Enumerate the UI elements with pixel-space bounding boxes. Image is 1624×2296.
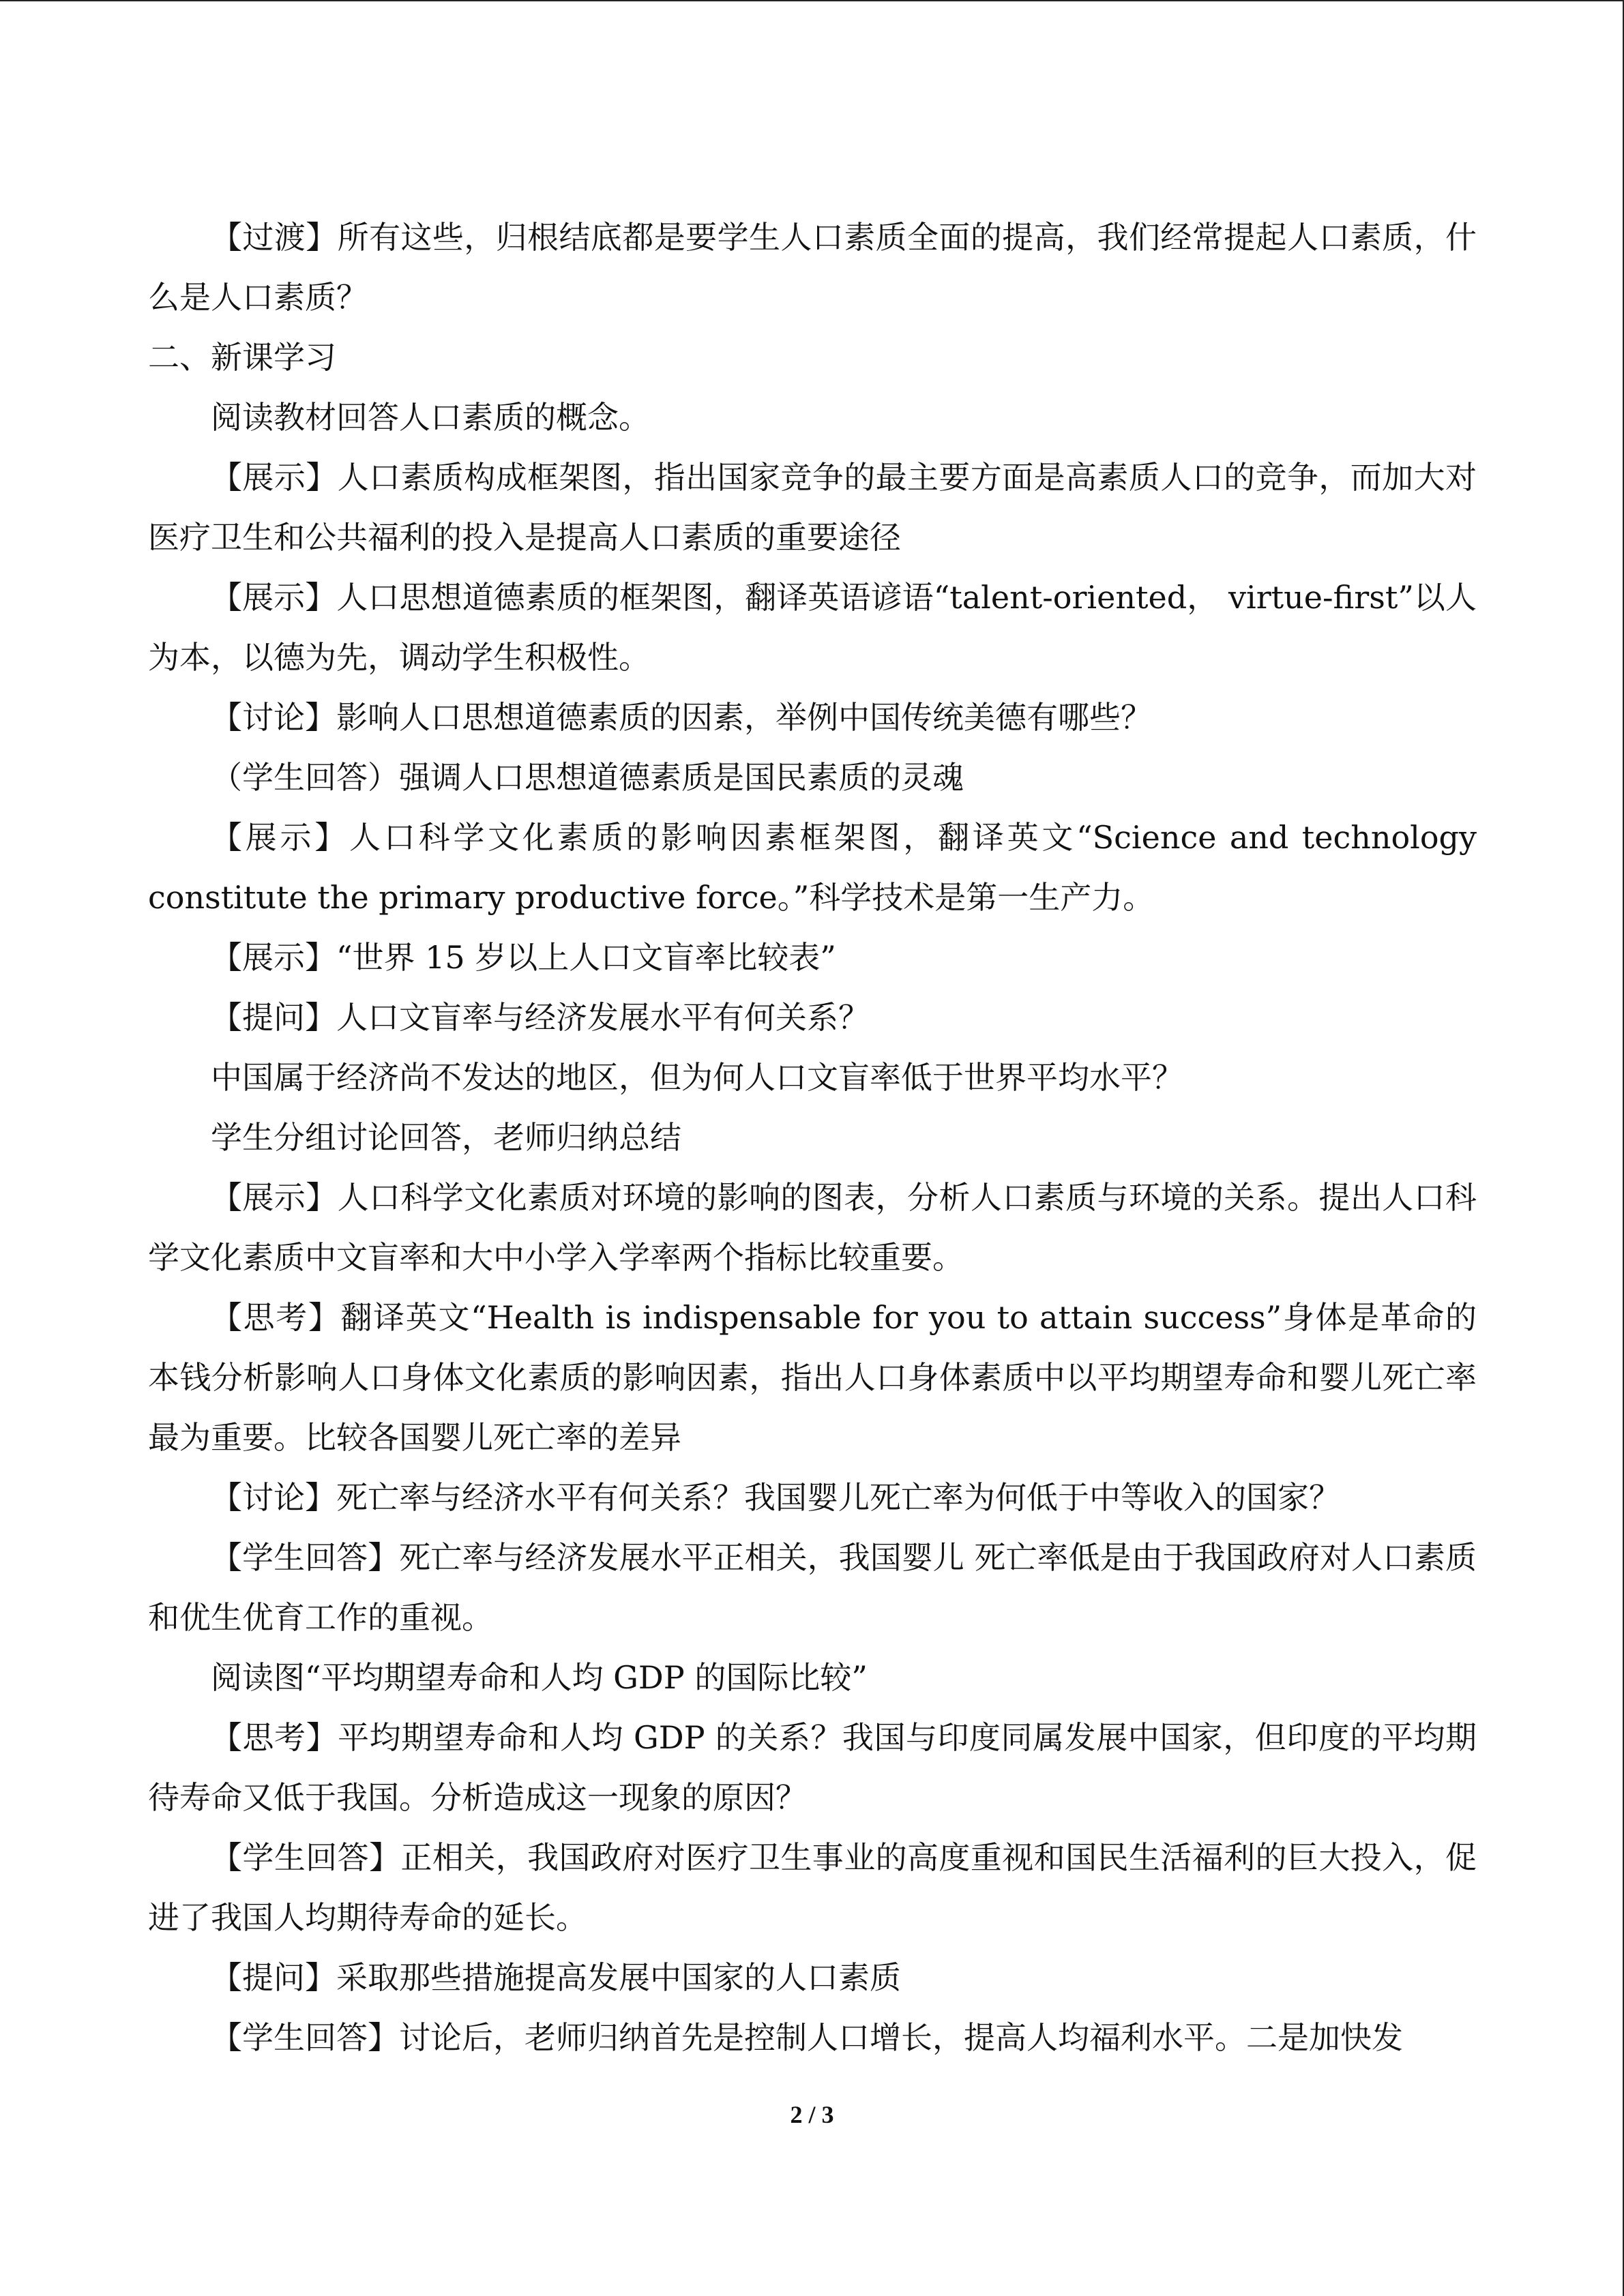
paragraph-think-health: 【思考】翻译英文“Health is indispensable for you to attain success”身体是革命的本钱分析影响人口身体文化素质的影响因素，指出人口身体素质中以平均期望寿命和婴儿死亡率最为重要。比较各国婴儿死亡率的差异 <box>148 1299 1477 1456</box>
document-body <box>148 207 1477 2068</box>
paragraph-read-gdp-chart: 阅读图“平均期望寿命和人均 GDP 的国际比较” <box>211 1659 868 1696</box>
paragraph-discuss-moral-factors: 【讨论】影响人口思想道德素质的因素，举例中国传统美德有哪些？ <box>211 699 1152 736</box>
paragraph-show-moral-framework: 【展示】人口思想道德素质的框架图，翻译英语谚语“talent-oriented， virtue-first”以人为本，以德为先，调动学生积极性。 <box>148 579 1477 676</box>
paragraph-question-illiteracy: 【提问】人口文盲率与经济发展水平有何关系？ <box>211 999 870 1036</box>
paragraph-show-science-framework: 【展示】人口科学文化素质的影响因素框架图，翻译英文“Science and technology constitute the primary productive force。”科学技术是第一生产力。 <box>148 819 1477 916</box>
paragraph-think-life-expectancy: 【思考】平均期望寿命和人均 GDP 的关系？我国与印度同属发展中国家，但印度的平均期待寿命又低于我国。分析造成这一现象的原因？ <box>148 1719 1477 1816</box>
paragraph-student-answer-moral: （学生回答）强调人口思想道德素质是国民素质的灵魂 <box>211 759 964 796</box>
paragraph-group-discussion: 学生分组讨论回答，老师归纳总结 <box>211 1119 681 1156</box>
paragraph-show-quality-framework: 【展示】人口素质构成框架图，指出国家竞争的最主要方面是高素质人口的竞争，而加大对医疗卫生和公共福利的投入是提高人口素质的重要途径 <box>148 459 1477 556</box>
paragraph-show-illiteracy-table: 【展示】“世界 15 岁以上人口文盲率比较表” <box>211 939 836 976</box>
paragraph-discuss-mortality: 【讨论】死亡率与经济水平有何关系？我国婴儿死亡率为何低于中等收入的国家？ <box>211 1479 1340 1516</box>
paragraph-student-answer-life-expectancy: 【学生回答】正相关，我国政府对医疗卫生事业的高度重视和国民生活福利的巨大投入，促进了我国人均期待寿命的延长。 <box>148 1839 1477 1936</box>
paragraph-china-illiteracy: 中国属于经济尚不发达的地区，但为何人口文盲率低于世界平均水平？ <box>211 1059 1183 1096</box>
paragraph-student-answer-mortality: 【学生回答】死亡率与经济发展水平正相关，我国婴儿 死亡率低是由于我国政府对人口素质和优生优育工作的重视。 <box>148 1539 1477 1636</box>
paragraph-question-measures: 【提问】采取那些措施提高发展中国家的人口素质 <box>211 1959 901 1996</box>
paragraph-student-answer-measures: 【学生回答】讨论后，老师归纳首先是控制人口增长，提高人均福利水平。二是加快发 <box>211 2019 1403 2056</box>
paragraph-show-environment-chart: 【展示】人口科学文化素质对环境的影响的图表，分析人口素质与环境的关系。提出人口科学文化素质中文盲率和大中小学入学率两个指标比较重要。 <box>148 1179 1477 1276</box>
page-number: 2 / 3 <box>790 2101 834 2128</box>
paragraph-transition: 【过渡】所有这些，归根结底都是要学生人口素质全面的提高，我们经常提起人口素质，什么是人口素质？ <box>148 219 1477 316</box>
paragraph-read-textbook: 阅读教材回答人口素质的概念。 <box>211 399 650 436</box>
section-heading-new-lesson: 二、新课学习 <box>148 339 336 376</box>
